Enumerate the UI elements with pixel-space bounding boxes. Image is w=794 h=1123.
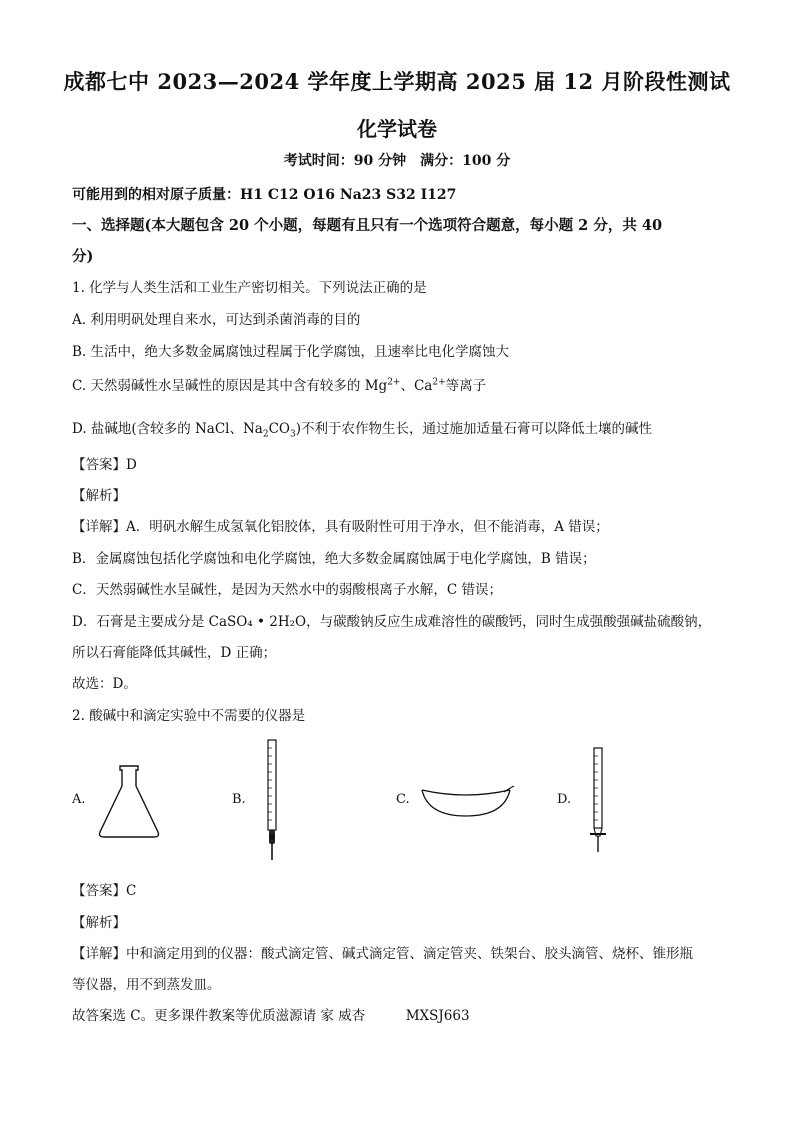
q2-analysis-label: 【解析】 <box>72 915 126 931</box>
q2-conclusion: 故答案选 C。更多课件教案等优质滋源请 家 威杏 MXSJ663 <box>72 1008 470 1024</box>
q1-answer: 【答案】D <box>72 457 137 473</box>
q1-option-c <box>72 374 486 394</box>
section-heading-cont: 分) <box>72 248 94 265</box>
acid-burette-icon <box>588 746 608 856</box>
q1-analysis-label: 【解析】 <box>72 488 126 504</box>
evaporating-dish-icon <box>418 780 514 820</box>
q1-detail-d2: 所以石膏能降低其碱性，D 正确； <box>72 645 277 661</box>
atomic-mass-line: 可能用到的相对原子质量：H1 C12 O16 Na23 S32 I127 <box>72 187 457 203</box>
base-burette-icon <box>263 738 281 862</box>
q2-detail-1: 【详解】中和滴定用到的仪器：酸式滴定管、碱式滴定管、滴定管夹、铁架台、胶头滴管、烧杯、锥形瓶 <box>72 946 693 962</box>
conical-flask-icon <box>96 762 162 840</box>
q2-option-c-label: C. <box>396 792 410 807</box>
q1-option-d-post: )不利于农作物生长，通过施加适量石膏可以降低土壤的碱性 <box>295 421 653 437</box>
q1-option-b: B. 生活中，绝大多数金属腐蚀过程属于化学腐蚀，且速率比电化学腐蚀大 <box>72 344 510 360</box>
q1-option-d-text: D. 盐碱地(含较多的 NaCl、Na <box>72 421 263 437</box>
exam-info: 考试时间：90 分钟 满分：100 分 <box>283 153 511 169</box>
q1-conclusion: 故选：D。 <box>72 676 137 692</box>
q1-option-c-mid: 、Ca <box>400 378 433 394</box>
q2-answer: 【答案】C <box>72 883 137 899</box>
exam-title: 成都七中 2023—2024 学年度上学期高 2025 届 12 月阶段性测试 <box>63 69 731 94</box>
q1-detail-c: C．天然弱碱性水呈碱性，是因为天然水中的弱酸根离子水解，C 错误； <box>72 582 502 598</box>
q1-option-d <box>72 417 652 440</box>
q1-detail-d1: D．石膏是主要成分是 CaSO₄ • 2H₂O，与碳酸钠反应生成难溶性的碳酸钙，同时生成强酸强碱盐硫酸钠， <box>72 614 712 630</box>
q2-option-b-label: B. <box>232 792 246 807</box>
exam-subtitle: 化学试卷 <box>357 117 437 141</box>
q1-option-d-sub1: 2 <box>262 429 269 440</box>
section-heading: 一、选择题(本大题包含 20 个小题，每题有且只有一个选项符合题意，每小题 2 分，共 40 <box>72 217 663 234</box>
q1-option-c-post: 等离子 <box>445 378 487 394</box>
q2-option-a-label: A. <box>72 792 86 807</box>
q1-stem: 1. 化学与人类生活和工业生产密切相关。下列说法正确的是 <box>72 280 427 296</box>
q2-detail-2: 等仪器，用不到蒸发皿。 <box>72 977 221 993</box>
q2-stem: 2. 酸碱中和滴定实验中不需要的仪器是 <box>72 708 306 724</box>
q1-option-c-sup1: 2+ <box>387 377 401 388</box>
q1-option-c-sup2: 2+ <box>432 377 446 388</box>
q1-detail-b: B．金属腐蚀包括化学腐蚀和电化学腐蚀，绝大多数金属腐蚀属于电化学腐蚀，B 错误； <box>72 551 596 567</box>
q1-option-d-mid: CO <box>268 421 290 437</box>
q1-detail-a: 【详解】A．明矾水解生成氢氧化铝胶体，具有吸附性可用于净水，但不能消毒，A 错误； <box>72 519 609 535</box>
q1-option-d-sub2: 3 <box>290 429 296 440</box>
q1-option-a: A. 利用明矾处理自来水，可达到杀菌消毒的目的 <box>72 312 361 328</box>
q2-option-d-label: D. <box>557 792 572 807</box>
q1-option-c-text: C. 天然弱碱性水呈碱性的原因是其中含有较多的 Mg <box>72 378 388 394</box>
